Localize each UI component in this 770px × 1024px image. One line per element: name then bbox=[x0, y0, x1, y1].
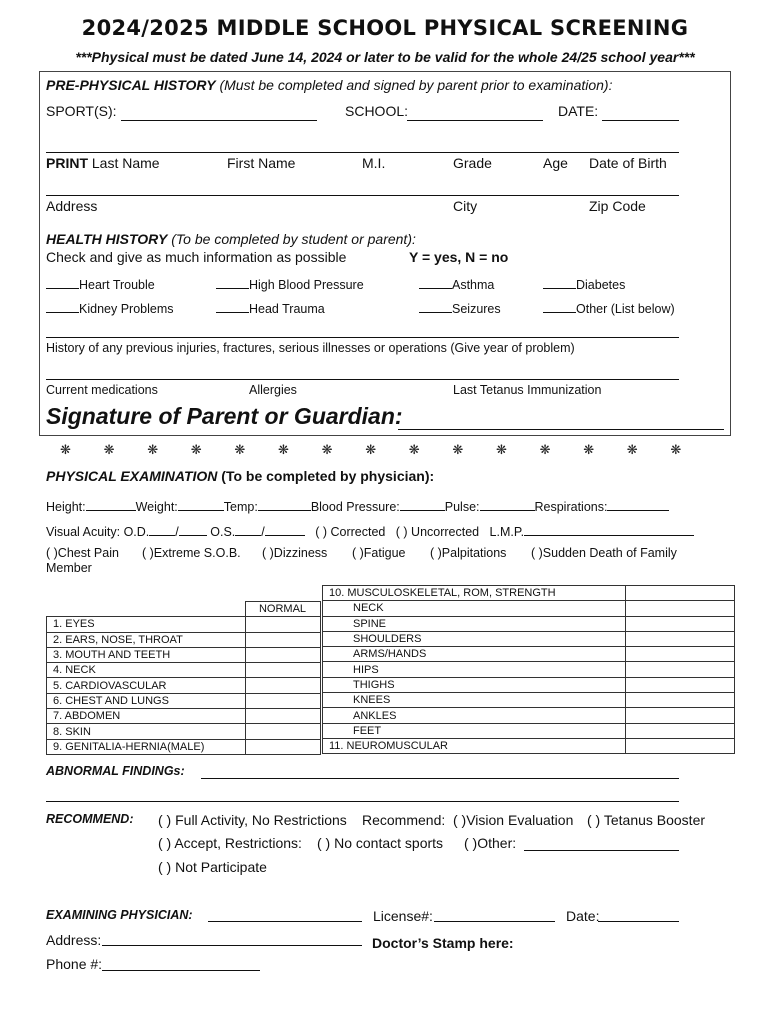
result-cell[interactable] bbox=[626, 693, 735, 708]
normal-cell[interactable] bbox=[245, 739, 320, 754]
normal-cell[interactable] bbox=[245, 678, 320, 693]
spacer bbox=[320, 632, 321, 647]
slash: / bbox=[175, 525, 179, 539]
table-row bbox=[47, 678, 322, 693]
separator-star-icon: ❋ bbox=[321, 442, 333, 457]
print-label: PRINT bbox=[46, 155, 88, 171]
health-history-note: (To be completed by student or parent): bbox=[171, 231, 416, 247]
table-row bbox=[47, 617, 322, 632]
age-label: Age bbox=[543, 155, 568, 171]
symptom-dizziness[interactable]: ( )Dizziness bbox=[262, 546, 328, 560]
grade-label: Grade bbox=[453, 155, 492, 171]
exam-item-label: KNEES bbox=[323, 693, 626, 708]
exam-item-label: 2. EARS, NOSE, THROAT bbox=[47, 632, 246, 647]
spacer bbox=[320, 663, 321, 678]
head-blank[interactable] bbox=[216, 298, 249, 313]
history-line[interactable] bbox=[46, 337, 679, 338]
table-row bbox=[47, 724, 322, 739]
recommend-accept-restrictions[interactable]: ( ) Accept, Restrictions: bbox=[158, 835, 302, 851]
weight-label: Weight: bbox=[135, 500, 178, 514]
exam-table-right bbox=[322, 585, 735, 754]
result-cell[interactable] bbox=[626, 662, 735, 677]
corrected-checkbox[interactable]: ( ) Corrected bbox=[315, 525, 386, 539]
table-row bbox=[47, 663, 322, 678]
history-label: History of any previous injuries, fractures, serious illnesses or operations (Give year of problem) bbox=[46, 341, 575, 355]
temp-label: Temp: bbox=[223, 500, 258, 514]
table-row bbox=[323, 738, 735, 753]
diabetes-blank[interactable] bbox=[543, 274, 576, 289]
form-subtitle: ***Physical must be dated June 14, 2024 or later to be valid for the whole 24/25 school year*** bbox=[75, 49, 695, 65]
separator-star-icon: ❋ bbox=[583, 442, 595, 457]
exam-item-label: SPINE bbox=[323, 616, 626, 631]
sport-label: SPORT(S): bbox=[46, 103, 117, 119]
condition-seizures[interactable] bbox=[419, 298, 501, 316]
table-row bbox=[323, 708, 735, 723]
condition-label: Head Trauma bbox=[249, 302, 325, 316]
table-row bbox=[323, 693, 735, 708]
heart-blank[interactable] bbox=[46, 274, 79, 289]
address-label: Address bbox=[46, 198, 98, 214]
exam-item-label: 9. GENITALIA-HERNIA(MALE) bbox=[47, 739, 246, 754]
exam-table-left bbox=[46, 601, 322, 755]
table-row bbox=[323, 647, 735, 662]
normal-cell[interactable] bbox=[245, 663, 320, 678]
os-label: O.S. bbox=[210, 525, 236, 539]
separator-star-icon: ❋ bbox=[190, 442, 202, 457]
bp-label: Blood Pressure: bbox=[310, 500, 400, 514]
result-cell[interactable] bbox=[626, 723, 735, 738]
uncorrected-checkbox[interactable]: ( ) Uncorrected bbox=[395, 525, 480, 539]
exam-item-label: 6. CHEST AND LUNGS bbox=[47, 693, 246, 708]
other-field[interactable] bbox=[524, 850, 679, 851]
exam-item-label: 7. ABDOMEN bbox=[47, 709, 246, 724]
result-cell[interactable] bbox=[626, 677, 735, 692]
table-row bbox=[323, 601, 735, 616]
meds-label: Current medications bbox=[46, 383, 158, 397]
pulse-field[interactable] bbox=[480, 496, 535, 511]
table-row bbox=[323, 723, 735, 738]
bp-blank[interactable] bbox=[216, 274, 249, 289]
separator-star-icon: ❋ bbox=[365, 442, 377, 457]
normal-cell[interactable] bbox=[245, 724, 320, 739]
normal-cell[interactable] bbox=[245, 693, 320, 708]
condition-bp[interactable] bbox=[216, 274, 364, 292]
vitals-row bbox=[46, 496, 669, 514]
condition-head[interactable] bbox=[216, 298, 325, 316]
resp-label: Respirations: bbox=[534, 500, 608, 514]
spacer bbox=[320, 739, 321, 754]
name-line[interactable] bbox=[46, 152, 679, 153]
exam-item-label: 4. NECK bbox=[47, 663, 246, 678]
date-field[interactable] bbox=[602, 120, 679, 121]
pre-physical-heading-row bbox=[46, 77, 612, 93]
normal-cell[interactable] bbox=[245, 617, 320, 632]
separator-star-icon: ❋ bbox=[496, 442, 507, 457]
school-field[interactable] bbox=[407, 120, 543, 121]
separator-star-icon: ❋ bbox=[60, 442, 71, 457]
exam-item-label: FEET bbox=[323, 723, 626, 738]
condition-diabetes[interactable] bbox=[543, 274, 625, 292]
license-label: License#: bbox=[373, 908, 433, 924]
height-field[interactable] bbox=[86, 496, 136, 511]
exam-item-label: 5. CARDIOVASCULAR bbox=[47, 678, 246, 693]
physician-field[interactable] bbox=[208, 921, 362, 922]
slash: / bbox=[261, 525, 265, 539]
form-title: 2024/2025 MIDDLE SCHOOL PHYSICAL SCREENING bbox=[81, 16, 689, 40]
normal-header: NORMAL bbox=[245, 602, 320, 617]
symptom-sudden-death[interactable]: ( )Sudden Death of Family bbox=[531, 546, 677, 560]
physician-label: EXAMINING PHYSICIAN: bbox=[46, 908, 193, 922]
date-label: DATE: bbox=[558, 103, 599, 119]
symptom-wrap: Member bbox=[46, 561, 92, 575]
meds-line[interactable] bbox=[46, 379, 679, 380]
separator-star-icon: ❋ bbox=[626, 442, 638, 457]
exam-item-label: ARMS/HANDS bbox=[323, 647, 626, 662]
visual-row bbox=[46, 521, 694, 539]
recommend-not-participate[interactable]: ( ) Not Participate bbox=[158, 859, 267, 875]
resp-field[interactable] bbox=[607, 496, 669, 511]
exam-item-label: 8. SKIN bbox=[47, 724, 246, 739]
abnormal-field[interactable] bbox=[201, 778, 679, 779]
separator-star-icon: ❋ bbox=[408, 442, 420, 457]
physical-exam-note: (To be completed by physician): bbox=[221, 468, 435, 484]
phone-label: Phone #: bbox=[46, 956, 103, 972]
school-label: SCHOOL: bbox=[345, 103, 409, 119]
table-row bbox=[47, 739, 322, 754]
table-row bbox=[323, 662, 735, 677]
doctor-stamp-label: Doctor’s Stamp here: bbox=[372, 935, 514, 951]
yes-no-legend: Y = yes, N = no bbox=[409, 249, 509, 265]
result-cell[interactable] bbox=[626, 708, 735, 723]
result-cell[interactable] bbox=[626, 601, 735, 616]
license-field[interactable] bbox=[434, 921, 555, 922]
condition-kidney[interactable] bbox=[46, 298, 174, 316]
result-cell[interactable] bbox=[626, 631, 735, 646]
table-corner bbox=[47, 602, 246, 617]
table-row bbox=[323, 586, 735, 601]
pulse-label: Pulse: bbox=[444, 500, 480, 514]
tetanus-label: Last Tetanus Immunization bbox=[453, 383, 602, 397]
first-name-label: First Name bbox=[227, 155, 296, 171]
condition-label: Heart Trouble bbox=[79, 278, 155, 292]
normal-cell[interactable] bbox=[245, 647, 320, 662]
allergies-label: Allergies bbox=[249, 383, 297, 397]
table-row bbox=[47, 632, 322, 647]
separator-star-icon: ❋ bbox=[670, 442, 682, 457]
pre-physical-heading: PRE-PHYSICAL HISTORY bbox=[46, 77, 216, 93]
normal-cell[interactable] bbox=[245, 632, 320, 647]
table-row bbox=[47, 709, 322, 724]
recommend-vision[interactable]: ( )Vision Evaluation bbox=[453, 812, 574, 828]
print-label-row bbox=[46, 155, 160, 171]
exam-item-label: 10. MUSCULOSKELETAL, ROM, STRENGTH bbox=[323, 586, 626, 601]
exam-item-label: 1. EYES bbox=[47, 617, 246, 632]
symptom-palpitations[interactable]: ( )Palpitations bbox=[430, 546, 507, 560]
sport-field[interactable] bbox=[121, 120, 317, 121]
zip-label: Zip Code bbox=[589, 198, 646, 214]
condition-label: Kidney Problems bbox=[79, 302, 174, 316]
table-row bbox=[323, 631, 735, 646]
signature-field[interactable] bbox=[398, 429, 724, 430]
signature-label: Signature of Parent or Guardian: bbox=[46, 403, 403, 429]
bp-field[interactable] bbox=[400, 496, 445, 511]
recommend-tetanus[interactable]: ( ) Tetanus Booster bbox=[587, 812, 706, 828]
separator-star-icon: ❋ bbox=[539, 442, 551, 457]
physician-address-label: Address: bbox=[46, 932, 102, 948]
symptom-sob[interactable]: ( )Extreme S.O.B. bbox=[142, 546, 241, 560]
exam-item-label: NECK bbox=[323, 601, 626, 616]
condition-label: Diabetes bbox=[576, 278, 626, 292]
dob-label: Date of Birth bbox=[589, 155, 667, 171]
exam-item-label: THIGHS bbox=[323, 677, 626, 692]
physician-address-field[interactable] bbox=[102, 945, 362, 946]
os-field-2[interactable] bbox=[265, 521, 305, 536]
spacer bbox=[320, 647, 321, 662]
other-blank[interactable] bbox=[543, 298, 576, 313]
result-cell[interactable] bbox=[626, 738, 735, 753]
symptom-chest-pain[interactable]: ( )Chest Pain bbox=[46, 546, 119, 560]
spacer bbox=[320, 617, 321, 632]
normal-cell[interactable] bbox=[245, 709, 320, 724]
temp-field[interactable] bbox=[258, 496, 311, 511]
table-row bbox=[323, 677, 735, 692]
condition-other[interactable] bbox=[543, 298, 675, 316]
separator-star-icon: ❋ bbox=[452, 442, 464, 457]
asthma-blank[interactable] bbox=[419, 274, 452, 289]
phone-field[interactable] bbox=[102, 970, 260, 971]
separator-star-icon: ❋ bbox=[147, 442, 159, 457]
last-name-label: Last Name bbox=[91, 155, 160, 171]
exam-item-label: SHOULDERS bbox=[323, 631, 626, 646]
physician-date-label: Date: bbox=[566, 908, 600, 924]
address-line[interactable] bbox=[46, 195, 679, 196]
physical-exam-heading: PHYSICAL EXAMINATION bbox=[46, 468, 218, 484]
result-cell[interactable] bbox=[626, 616, 735, 631]
table-row bbox=[47, 647, 322, 662]
health-history-heading: HEALTH HISTORY bbox=[46, 231, 168, 247]
condition-asthma[interactable] bbox=[419, 274, 494, 292]
spacer bbox=[320, 709, 321, 724]
kidney-blank[interactable] bbox=[46, 298, 79, 313]
separator-star-icon: ❋ bbox=[278, 442, 289, 457]
exam-item-label: 11. NEUROMUSCULAR bbox=[323, 738, 626, 753]
physical-exam-heading-row bbox=[46, 468, 434, 484]
mi-label: M.I. bbox=[362, 155, 386, 171]
physician-date-field[interactable] bbox=[598, 921, 679, 922]
table-row bbox=[47, 693, 322, 708]
condition-heart[interactable] bbox=[46, 274, 155, 292]
weight-field[interactable] bbox=[178, 496, 224, 511]
condition-label: Seizures bbox=[452, 302, 501, 316]
recommend-other[interactable]: ( )Other: bbox=[464, 835, 517, 851]
city-label: City bbox=[453, 198, 478, 214]
table-row bbox=[323, 616, 735, 631]
seizures-blank[interactable] bbox=[419, 298, 452, 313]
od-field-2[interactable] bbox=[179, 521, 207, 536]
exam-item-label: HIPS bbox=[323, 662, 626, 677]
exam-item-label: ANKLES bbox=[323, 708, 626, 723]
spacer bbox=[320, 602, 321, 617]
health-instruction: Check and give as much information as possible bbox=[46, 249, 347, 265]
result-cell[interactable] bbox=[626, 586, 735, 601]
lmp-field[interactable] bbox=[524, 521, 694, 536]
abnormal-label: ABNORMAL FINDINGs: bbox=[46, 764, 185, 778]
symptom-fatigue[interactable]: ( )Fatigue bbox=[352, 546, 406, 560]
lmp-label: L.M.P. bbox=[489, 525, 525, 539]
pre-physical-note: (Must be completed and signed by parent prior to examination): bbox=[219, 77, 613, 93]
recommend-no-contact[interactable]: ( ) No contact sports bbox=[317, 835, 444, 851]
separator-star-icon: ❋ bbox=[234, 442, 246, 457]
spacer bbox=[320, 693, 321, 708]
height-label: Height: bbox=[46, 500, 86, 514]
recommend-full-activity[interactable]: ( ) Full Activity, No Restrictions bbox=[158, 812, 347, 828]
recommend-word: Recommend: bbox=[362, 812, 446, 828]
recommend-label: RECOMMEND: bbox=[46, 812, 134, 826]
exam-item-label: 3. MOUTH AND TEETH bbox=[47, 647, 246, 662]
od-field-1[interactable] bbox=[149, 521, 175, 536]
os-field-1[interactable] bbox=[235, 521, 261, 536]
separator-star-icon: ❋ bbox=[103, 442, 115, 457]
health-history-heading-row bbox=[46, 231, 416, 247]
condition-label: Other (List below) bbox=[576, 302, 675, 316]
result-cell[interactable] bbox=[626, 647, 735, 662]
visual-label: Visual Acuity: O.D. bbox=[46, 525, 150, 539]
abnormal-field-2[interactable] bbox=[46, 801, 679, 802]
condition-label: Asthma bbox=[452, 278, 495, 292]
spacer bbox=[320, 678, 321, 693]
spacer bbox=[320, 724, 321, 739]
condition-label: High Blood Pressure bbox=[249, 278, 364, 292]
